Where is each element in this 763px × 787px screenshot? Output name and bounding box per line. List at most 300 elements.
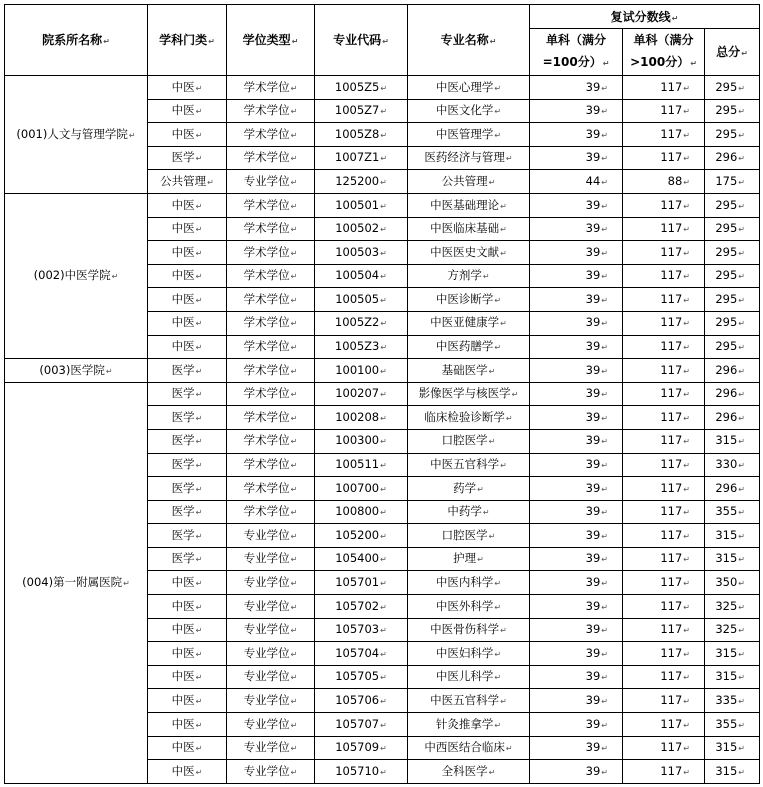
single-over100-cell: [623, 547, 705, 571]
major-value: 中医医史文献 ↵: [430, 245, 507, 259]
code-cell: [315, 359, 408, 383]
code-value: 1005Z7 ↵: [335, 103, 387, 117]
single-over100-cell: [623, 500, 705, 524]
dept-cell: [5, 76, 148, 194]
total-cell: [705, 477, 760, 501]
degree-type-cell: [227, 524, 315, 548]
major-value: 护理 ↵: [453, 551, 484, 565]
major-value: 中药学 ↵: [447, 504, 489, 518]
discipline-value: 中医 ↵: [172, 599, 203, 613]
total-cell: [705, 123, 760, 147]
total-value: 315 ↵: [715, 646, 745, 660]
single-over100-value: 88 ↵: [668, 174, 690, 188]
single-100-value: 39 ↵: [586, 410, 608, 424]
degree-type-cell: [227, 146, 315, 170]
code-cell: [315, 170, 408, 194]
single-100-value: 39 ↵: [586, 575, 608, 589]
single-over100-cell: [623, 193, 705, 217]
code-value: 125200 ↵: [335, 174, 387, 188]
single-100-cell: [530, 288, 623, 312]
single-over100-cell: [623, 477, 705, 501]
discipline-cell: [148, 453, 227, 477]
major-cell: [408, 429, 530, 453]
discipline-cell: [148, 406, 227, 430]
degree-type-cell: [227, 99, 315, 123]
single-100-cell: [530, 595, 623, 619]
single-over100-cell: [623, 618, 705, 642]
single-100-value: 39 ↵: [586, 622, 608, 636]
discipline-cell: [148, 547, 227, 571]
major-cell: [408, 547, 530, 571]
major-value: 中医药膳学 ↵: [436, 339, 501, 353]
major-value: 方剂学 ↵: [447, 268, 489, 282]
single-over100-value: 117 ↵: [660, 127, 690, 141]
degree-type-cell: [227, 689, 315, 713]
total-value: 315 ↵: [715, 433, 745, 447]
total-value: 330 ↵: [715, 457, 745, 471]
code-value: 100800 ↵: [335, 504, 387, 518]
single-over100-cell: [623, 359, 705, 383]
discipline-value: 中医 ↵: [172, 622, 203, 636]
discipline-cell: [148, 123, 227, 147]
major-value: 中医基础理论 ↵: [430, 198, 507, 212]
major-value: 医药经济与管理 ↵: [424, 150, 512, 164]
discipline-value: 中医 ↵: [172, 693, 203, 707]
code-value: 100504 ↵: [335, 268, 387, 282]
header-major: 专业名称 ↵: [408, 5, 530, 76]
single-over100-cell: [623, 689, 705, 713]
single-over100-cell: [623, 311, 705, 335]
degree-type-value: 专业学位 ↵: [244, 764, 298, 778]
total-cell: [705, 359, 760, 383]
single-100-value: 39 ↵: [586, 717, 608, 731]
code-value: 105702 ↵: [335, 599, 387, 613]
single-over100-value: 117 ↵: [660, 457, 690, 471]
single-over100-cell: [623, 288, 705, 312]
discipline-cell: [148, 193, 227, 217]
degree-type-cell: [227, 123, 315, 147]
discipline-cell: [148, 335, 227, 359]
degree-type-cell: [227, 571, 315, 595]
total-value: 295 ↵: [715, 292, 745, 306]
code-cell: [315, 571, 408, 595]
single-100-cell: [530, 571, 623, 595]
major-value: 中西医结合临床 ↵: [424, 740, 512, 754]
single-100-cell: [530, 618, 623, 642]
degree-type-value: 学术学位 ↵: [244, 127, 298, 141]
single-over100-value: 117 ↵: [660, 268, 690, 282]
single-over100-cell: [623, 217, 705, 241]
single-over100-value: 117 ↵: [660, 740, 690, 754]
discipline-value: 中医 ↵: [172, 717, 203, 731]
total-value: 335 ↵: [715, 693, 745, 707]
code-cell: [315, 595, 408, 619]
table-row: [5, 76, 760, 100]
single-over100-value: 117 ↵: [660, 693, 690, 707]
discipline-cell: [148, 359, 227, 383]
discipline-value: 中医 ↵: [172, 740, 203, 754]
degree-type-cell: [227, 736, 315, 760]
single-100-value: 39 ↵: [586, 740, 608, 754]
major-value: 全科医学 ↵: [442, 764, 496, 778]
single-over100-cell: [623, 241, 705, 265]
major-cell: [408, 264, 530, 288]
degree-type-value: 学术学位 ↵: [244, 433, 298, 447]
total-cell: [705, 642, 760, 666]
code-value: 100207 ↵: [335, 386, 387, 400]
discipline-value: 医学 ↵: [172, 481, 203, 495]
degree-type-cell: [227, 642, 315, 666]
single-over100-cell: [623, 170, 705, 194]
code-cell: [315, 406, 408, 430]
total-value: 296 ↵: [715, 386, 745, 400]
code-value: 100100 ↵: [335, 363, 387, 377]
degree-type-cell: [227, 665, 315, 689]
single-over100-value: 117 ↵: [660, 315, 690, 329]
code-cell: [315, 123, 408, 147]
degree-type-cell: [227, 311, 315, 335]
single-100-value: 39 ↵: [586, 363, 608, 377]
major-cell: [408, 642, 530, 666]
total-cell: [705, 193, 760, 217]
code-value: 105709 ↵: [335, 740, 387, 754]
single-100-value: 39 ↵: [586, 386, 608, 400]
discipline-cell: [148, 524, 227, 548]
single-over100-cell: [623, 571, 705, 595]
discipline-cell: [148, 500, 227, 524]
major-cell: [408, 736, 530, 760]
code-cell: [315, 689, 408, 713]
discipline-cell: [148, 665, 227, 689]
single-100-value: 44 ↵: [586, 174, 608, 188]
header-discipline: 学科门类 ↵: [148, 5, 227, 76]
discipline-value: 中医 ↵: [172, 646, 203, 660]
total-cell: [705, 241, 760, 265]
single-100-cell: [530, 170, 623, 194]
discipline-cell: [148, 595, 227, 619]
major-cell: [408, 311, 530, 335]
degree-type-cell: [227, 547, 315, 571]
code-value: 105701 ↵: [335, 575, 387, 589]
degree-type-value: 学术学位 ↵: [244, 363, 298, 377]
major-value: 口腔医学 ↵: [442, 433, 496, 447]
single-100-value: 39 ↵: [586, 669, 608, 683]
header-total: 总分 ↵: [705, 29, 760, 76]
single-over100-value: 117 ↵: [660, 150, 690, 164]
single-100-value: 39 ↵: [586, 481, 608, 495]
degree-type-cell: [227, 359, 315, 383]
single-over100-cell: [623, 453, 705, 477]
code-value: 105710 ↵: [335, 764, 387, 778]
total-value: 295 ↵: [715, 315, 745, 329]
single-over100-value: 117 ↵: [660, 363, 690, 377]
single-over100-value: 117 ↵: [660, 339, 690, 353]
code-cell: [315, 524, 408, 548]
code-cell: [315, 241, 408, 265]
total-value: 296 ↵: [715, 481, 745, 495]
code-value: 100501 ↵: [335, 198, 387, 212]
discipline-value: 医学 ↵: [172, 551, 203, 565]
single-over100-value: 117 ↵: [660, 599, 690, 613]
degree-type-value: 学术学位 ↵: [244, 315, 298, 329]
code-value: 100208 ↵: [335, 410, 387, 424]
single-over100-cell: [623, 665, 705, 689]
single-over100-value: 117 ↵: [660, 433, 690, 447]
dept-label: (003)医学院 ↵: [39, 363, 112, 377]
header-degree-type: 学位类型 ↵: [227, 5, 315, 76]
code-value: 100511 ↵: [335, 457, 387, 471]
degree-type-value: 学术学位 ↵: [244, 386, 298, 400]
header-dept: 院系所名称 ↵: [5, 5, 148, 76]
single-100-value: 39 ↵: [586, 315, 608, 329]
major-cell: [408, 359, 530, 383]
single-100-value: 39 ↵: [586, 693, 608, 707]
dept-label: (002)中医学院 ↵: [34, 268, 119, 282]
total-cell: [705, 217, 760, 241]
single-over100-cell: [623, 429, 705, 453]
total-cell: [705, 665, 760, 689]
code-value: 100503 ↵: [335, 245, 387, 259]
discipline-cell: [148, 618, 227, 642]
single-100-cell: [530, 713, 623, 737]
code-cell: [315, 642, 408, 666]
degree-type-value: 学术学位 ↵: [244, 481, 298, 495]
degree-type-cell: [227, 382, 315, 406]
major-cell: [408, 665, 530, 689]
code-cell: [315, 618, 408, 642]
total-value: 295 ↵: [715, 80, 745, 94]
total-cell: [705, 689, 760, 713]
discipline-value: 中医 ↵: [172, 764, 203, 778]
major-value: 公共管理 ↵: [442, 174, 496, 188]
discipline-cell: [148, 571, 227, 595]
major-cell: [408, 99, 530, 123]
single-over100-cell: [623, 760, 705, 784]
single-100-cell: [530, 76, 623, 100]
degree-type-value: 专业学位 ↵: [244, 622, 298, 636]
major-cell: [408, 477, 530, 501]
code-cell: [315, 547, 408, 571]
code-value: 105707 ↵: [335, 717, 387, 731]
code-cell: [315, 264, 408, 288]
code-value: 1005Z8 ↵: [335, 127, 387, 141]
major-cell: [408, 76, 530, 100]
degree-type-value: 学术学位 ↵: [244, 150, 298, 164]
total-cell: [705, 618, 760, 642]
total-value: 295 ↵: [715, 339, 745, 353]
total-value: 325 ↵: [715, 599, 745, 613]
total-cell: [705, 453, 760, 477]
total-value: 295 ↵: [715, 127, 745, 141]
code-cell: [315, 146, 408, 170]
total-value: 315 ↵: [715, 551, 745, 565]
major-value: 口腔医学 ↵: [442, 528, 496, 542]
total-value: 355 ↵: [715, 504, 745, 518]
major-value: 中医诊断学 ↵: [436, 292, 501, 306]
single-over100-cell: [623, 713, 705, 737]
header-code: 专业代码 ↵: [315, 5, 408, 76]
degree-type-value: 学术学位 ↵: [244, 457, 298, 471]
single-over100-value: 117 ↵: [660, 551, 690, 565]
total-value: 315 ↵: [715, 528, 745, 542]
code-cell: [315, 335, 408, 359]
major-cell: [408, 500, 530, 524]
major-cell: [408, 335, 530, 359]
major-cell: [408, 382, 530, 406]
dept-cell: [5, 359, 148, 383]
single-over100-value: 117 ↵: [660, 622, 690, 636]
major-cell: [408, 170, 530, 194]
single-over100-value: 117 ↵: [660, 481, 690, 495]
single-over100-cell: [623, 123, 705, 147]
total-cell: [705, 311, 760, 335]
total-value: 295 ↵: [715, 103, 745, 117]
discipline-value: 中医 ↵: [172, 292, 203, 306]
major-cell: [408, 217, 530, 241]
total-value: 175 ↵: [715, 174, 745, 188]
total-cell: [705, 406, 760, 430]
discipline-value: 医学 ↵: [172, 410, 203, 424]
discipline-cell: [148, 642, 227, 666]
total-cell: [705, 736, 760, 760]
total-cell: [705, 595, 760, 619]
degree-type-value: 学术学位 ↵: [244, 410, 298, 424]
code-cell: [315, 99, 408, 123]
single-100-value: 39 ↵: [586, 127, 608, 141]
single-100-cell: [530, 665, 623, 689]
single-over100-value: 117 ↵: [660, 386, 690, 400]
single-over100-value: 117 ↵: [660, 198, 690, 212]
single-100-value: 39 ↵: [586, 150, 608, 164]
degree-type-value: 学术学位 ↵: [244, 268, 298, 282]
total-cell: [705, 335, 760, 359]
total-value: 315 ↵: [715, 669, 745, 683]
code-cell: [315, 665, 408, 689]
code-value: 100300 ↵: [335, 433, 387, 447]
single-100-value: 39 ↵: [586, 245, 608, 259]
single-over100-value: 117 ↵: [660, 292, 690, 306]
table-body: [5, 76, 760, 784]
single-over100-cell: [623, 524, 705, 548]
degree-type-value: 专业学位 ↵: [244, 575, 298, 589]
discipline-value: 中医 ↵: [172, 669, 203, 683]
major-cell: [408, 146, 530, 170]
major-cell: [408, 618, 530, 642]
code-cell: [315, 382, 408, 406]
discipline-value: 中医 ↵: [172, 245, 203, 259]
discipline-cell: [148, 241, 227, 265]
code-value: 105200 ↵: [335, 528, 387, 542]
single-over100-value: 117 ↵: [660, 528, 690, 542]
discipline-cell: [148, 288, 227, 312]
total-cell: [705, 146, 760, 170]
degree-type-value: 学术学位 ↵: [244, 221, 298, 235]
single-over100-cell: [623, 382, 705, 406]
major-value: 中医心理学 ↵: [436, 80, 501, 94]
discipline-value: 医学 ↵: [172, 457, 203, 471]
total-value: 295 ↵: [715, 221, 745, 235]
degree-type-value: 学术学位 ↵: [244, 103, 298, 117]
total-value: 315 ↵: [715, 764, 745, 778]
code-value: 105703 ↵: [335, 622, 387, 636]
code-value: 105706 ↵: [335, 693, 387, 707]
single-100-cell: [530, 264, 623, 288]
major-value: 中医五官科学 ↵: [430, 457, 507, 471]
single-100-value: 39 ↵: [586, 433, 608, 447]
code-value: 105704 ↵: [335, 646, 387, 660]
single-100-cell: [530, 760, 623, 784]
degree-type-cell: [227, 288, 315, 312]
code-cell: [315, 217, 408, 241]
discipline-value: 中医 ↵: [172, 221, 203, 235]
dept-cell: [5, 382, 148, 783]
total-cell: [705, 429, 760, 453]
single-100-cell: [530, 524, 623, 548]
degree-type-value: 专业学位 ↵: [244, 669, 298, 683]
code-cell: [315, 760, 408, 784]
single-over100-cell: [623, 99, 705, 123]
total-value: 295 ↵: [715, 198, 745, 212]
total-cell: [705, 547, 760, 571]
code-value: 1005Z2 ↵: [335, 315, 387, 329]
discipline-value: 医学 ↵: [172, 433, 203, 447]
degree-type-value: 专业学位 ↵: [244, 174, 298, 188]
discipline-value: 中医 ↵: [172, 339, 203, 353]
discipline-cell: [148, 713, 227, 737]
total-value: 296 ↵: [715, 150, 745, 164]
header-score-group: 复试分数线 ↵: [530, 5, 760, 29]
discipline-cell: [148, 429, 227, 453]
major-cell: [408, 288, 530, 312]
degree-type-value: 学术学位 ↵: [244, 198, 298, 212]
single-over100-cell: [623, 406, 705, 430]
single-100-value: 39 ↵: [586, 764, 608, 778]
degree-type-value: 专业学位 ↵: [244, 528, 298, 542]
total-value: 355 ↵: [715, 717, 745, 731]
single-100-cell: [530, 429, 623, 453]
degree-type-value: 学术学位 ↵: [244, 339, 298, 353]
total-cell: [705, 500, 760, 524]
discipline-value: 中医 ↵: [172, 268, 203, 282]
code-value: 1005Z5 ↵: [335, 80, 387, 94]
degree-type-value: 专业学位 ↵: [244, 693, 298, 707]
code-cell: [315, 288, 408, 312]
single-100-cell: [530, 193, 623, 217]
single-100-cell: [530, 453, 623, 477]
degree-type-cell: [227, 477, 315, 501]
major-value: 中医外科学 ↵: [436, 599, 501, 613]
discipline-cell: [148, 689, 227, 713]
single-100-value: 39 ↵: [586, 103, 608, 117]
discipline-value: 医学 ↵: [172, 363, 203, 377]
discipline-cell: [148, 99, 227, 123]
major-value: 药学 ↵: [453, 481, 484, 495]
degree-type-value: 专业学位 ↵: [244, 717, 298, 731]
degree-type-value: 学术学位 ↵: [244, 245, 298, 259]
degree-type-value: 专业学位 ↵: [244, 740, 298, 754]
single-over100-cell: [623, 76, 705, 100]
discipline-value: 医学 ↵: [172, 528, 203, 542]
major-cell: [408, 193, 530, 217]
major-value: 临床检验诊断学 ↵: [424, 410, 512, 424]
score-table: [4, 4, 760, 784]
single-100-value: 39 ↵: [586, 339, 608, 353]
code-value: 105705 ↵: [335, 669, 387, 683]
degree-type-value: 专业学位 ↵: [244, 599, 298, 613]
single-100-value: 39 ↵: [586, 292, 608, 306]
code-cell: [315, 453, 408, 477]
single-over100-value: 117 ↵: [660, 669, 690, 683]
